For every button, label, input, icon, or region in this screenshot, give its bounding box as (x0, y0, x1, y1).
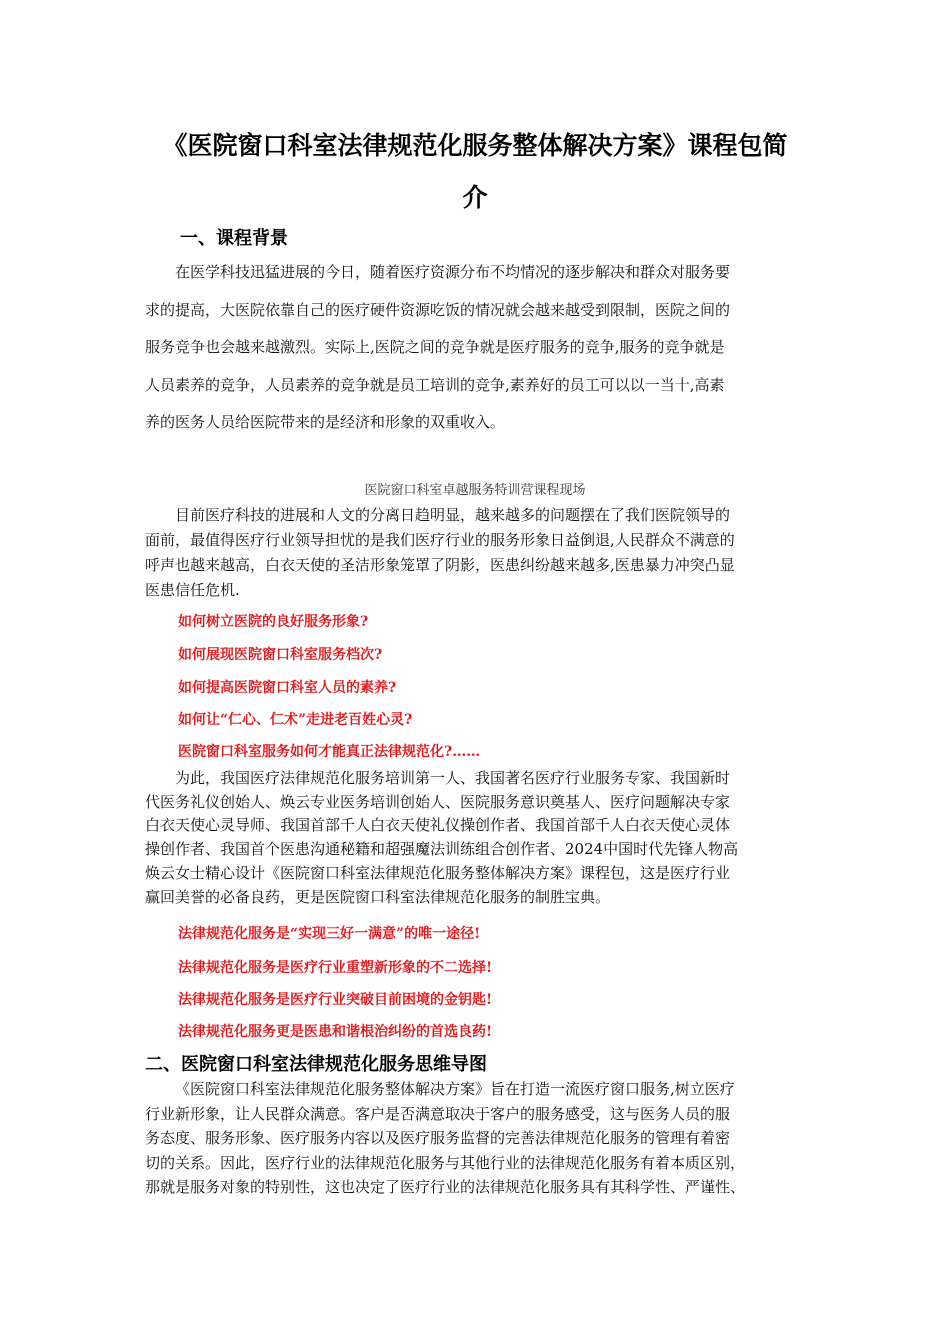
paragraph-line: 目前医疗科技的进展和人文的分离日趋明显，越来越多的问题摆在了我们医院领导的 (175, 506, 731, 524)
paragraph-line: 操创作者、我国首个医患沟通秘籍和超强魔法训练组合创作者、2024中国时代先锋人物高 (145, 840, 739, 859)
paragraph-line: 《医院窗口科室法律规范化服务整体解决方案》旨在打造一流医疗窗口服务,树立医疗 (175, 1080, 735, 1098)
question-item: 医院窗口科室服务如何才能真正法律规范化?…… (178, 744, 481, 760)
paragraph-line: 为此，我国医疗法律规范化服务培训第一人、我国著名医疗行业服务专家、我国新时 (175, 769, 731, 787)
question-item: 如何树立医院的良好服务形象? (178, 614, 369, 630)
slogan-item: 法律规范化服务更是医患和谐根治纠纷的首选良药! (178, 1024, 493, 1040)
section-2-heading: 二、医院窗口科室法律规范化服务思维导图 (145, 1054, 487, 1075)
paragraph-line: 代医务礼仪创始人、焕云专业医务培训创始人、医院服务意识奠基人、医疗问题解决专家 (145, 792, 731, 811)
paragraph-line: 在医学科技迅猛进展的今日，随着医疗资源分布不均情况的逐步解决和群众对服务要 (175, 263, 731, 281)
paragraph-line: 焕云女士精心设计《医院窗口科室法律规范化服务整体解决方案》课程包，这是医疗行业 (145, 863, 731, 882)
paragraph-line: 赢回美誉的必备良药，更是医院窗口科室法律规范化服务的制胜宝典。 (145, 887, 611, 906)
background-paragraph (145, 254, 805, 442)
question-item: 如何提高医院窗口科室人员的素养? (178, 680, 397, 696)
slogan-item: 法律规范化服务是“实现三好一满意”的唯一途径! (178, 926, 481, 942)
paragraph-line: 那就是服务对象的特别性，这也决定了医疗行业的法律规范化服务具有其科学性、严谨性、 (145, 1178, 746, 1196)
paragraph-line: 养的医务人员给医院带来的是经济和形象的双重收入。 (145, 413, 506, 431)
paragraph-line: 呼声也越来越高，白衣天使的圣洁形象笼罩了阴影，医患纠纷越来越多,医患暴力冲突凸显 (145, 556, 735, 574)
section-1-heading: 一、课程背景 (180, 228, 288, 249)
question-item: 如何让“仁心、仁术”走进老百姓心灵? (178, 712, 413, 728)
problem-paragraph (145, 503, 805, 603)
paragraph-line: 服务竞争也会越来越激烈。实际上,医院之间的竞争就是医疗服务的竞争,服务的竞争就是 (145, 338, 725, 356)
paragraph-line: 务态度、服务形象、医疗服务内容以及医疗服务监督的完善法律规范化服务的管理有着密 (145, 1129, 731, 1147)
title-line-2: 介 (462, 183, 488, 212)
founder-paragraph (145, 767, 805, 909)
paragraph-line: 切的关系。因此，医疗行业的法律规范化服务与其他行业的法律规范化服务有着本质区别， (145, 1153, 746, 1172)
paragraph-line: 人员素养的竞争，人员素养的竞争就是员工培训的竞争,素养好的员工可以以一当十,高素 (145, 375, 725, 394)
paragraph-line: 面前，最值得医疗行业领导担忧的是我们医疗行业的服务形象日益倒退,人民群众不满意的 (145, 531, 735, 549)
paragraph-line: 行业新形象，让人民群众满意。客户是否满意取决于客户的服务感受，这与医务人员的服 (145, 1104, 731, 1123)
image-caption: 医院窗口科室卓越服务特训营课程现场 (364, 483, 586, 498)
question-item: 如何展现医院窗口科室服务档次? (178, 647, 383, 663)
title-line-1: 《医院窗口科室法律规范化服务整体解决方案》课程包简 (162, 131, 788, 160)
slogan-item: 法律规范化服务是医疗行业突破目前困境的金钥匙! (178, 992, 493, 1008)
document-title (150, 120, 800, 224)
paragraph-line: 求的提高，大医院依靠自己的医疗硬件资源吃饭的情况就会越来越受到限制，医院之间的 (145, 300, 731, 319)
paragraph-line: 医患信任危机. (145, 581, 240, 599)
paragraph-line: 白衣天使心灵导师、我国首部千人白衣天使礼仪操创作者、我国首部千人白衣天使心灵体 (145, 816, 731, 835)
slogan-item: 法律规范化服务是医疗行业重塑新形象的不二选择! (178, 960, 493, 976)
mindmap-paragraph (145, 1077, 805, 1200)
